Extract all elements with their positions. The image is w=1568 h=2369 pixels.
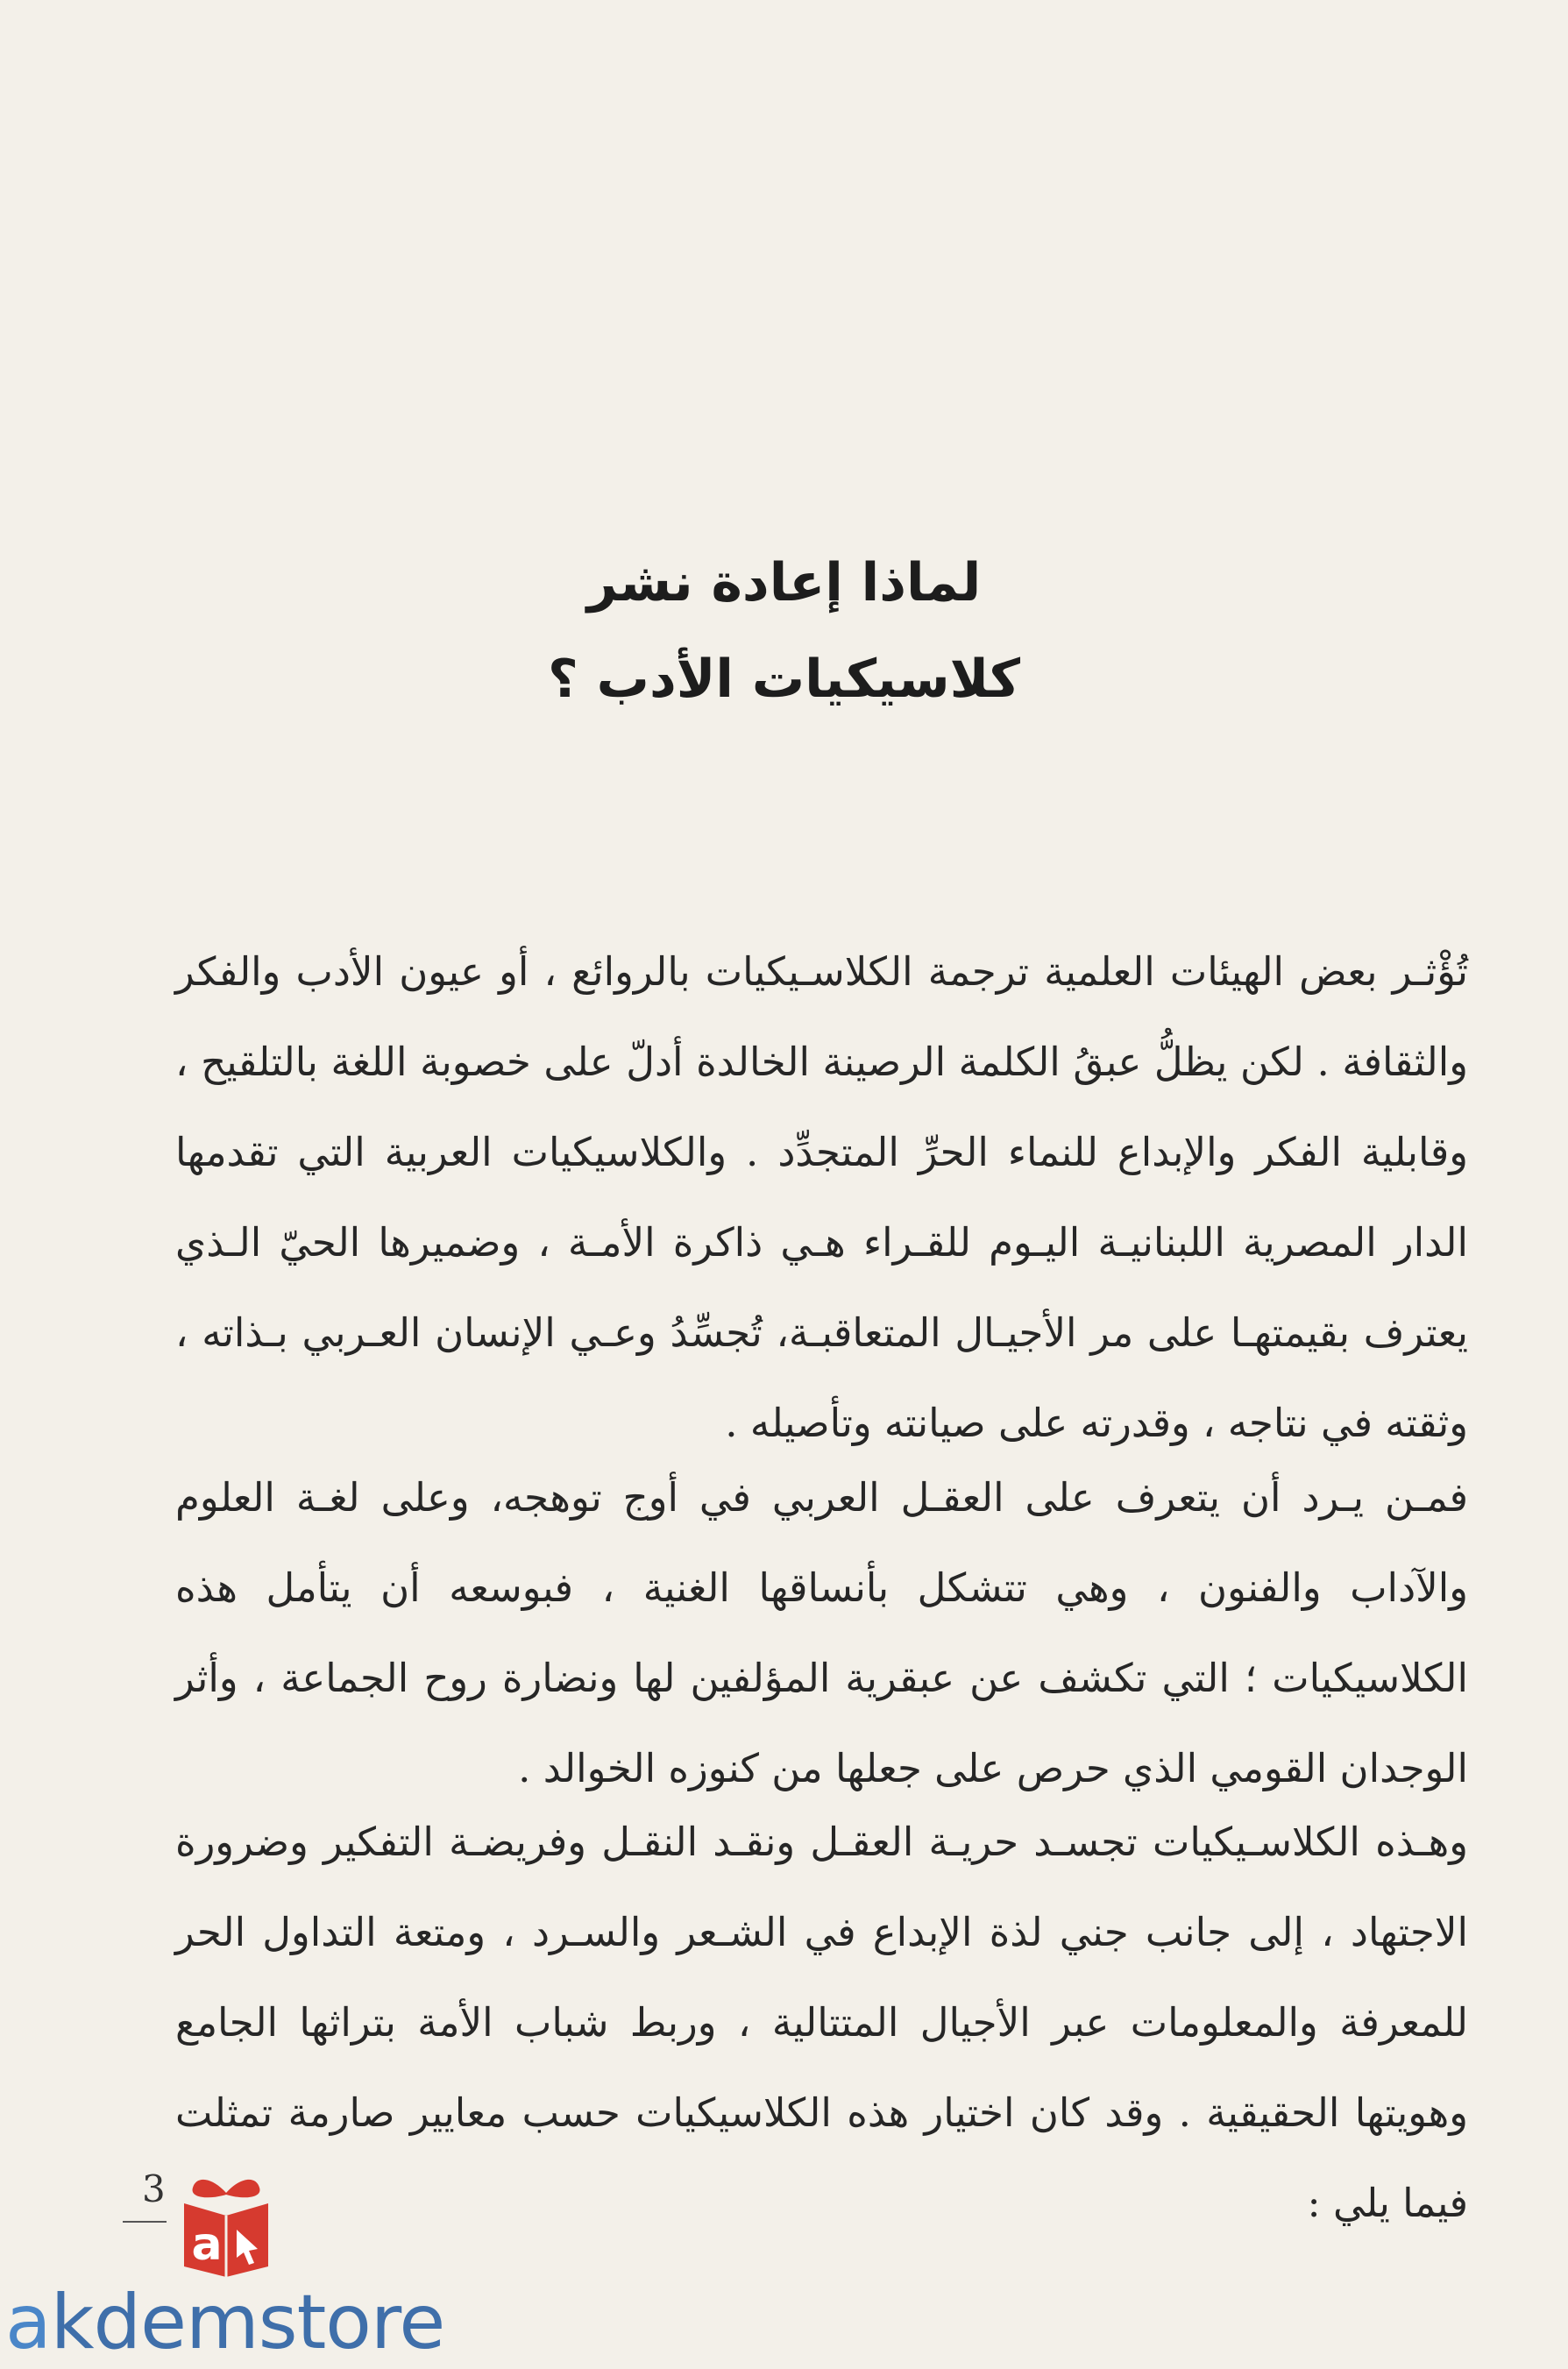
chapter-title-line-2: كلاسيكيات الأدب ؟: [547, 649, 1021, 710]
brand-wordmark: [5, 2279, 444, 2366]
paragraph-3-text: وهـذه الكلاسـيكيات تجسـد حريـة العقـل ونقـد النقـل وفريضـة التفكير وضرورة الاجتهاد ، إلى جانب جني لذة الإبداع في الشـعر والسـرد ، ومتعة التداول الحر للمعرفة والمعلومات عبر الأجيال المتتالية ، وربط شباب الأمة بتراثها الجامع وهويتها الحقيقية . وقد كان اختيار هذه الكلاسيكيات حسب معايير صارمة تمثلت فيما يلي :: [175, 1819, 1468, 2226]
open-book-cart-icon: [174, 2168, 279, 2282]
paragraph-1-text: تُؤْثـر بعض الهيئات العلمية ترجمة الكلاسـيكيات بالروائع ، أو عيون الأدب والفكر والثقافة . لكن يظلُّ عبقُ الكلمة الرصينة الخالدة أدلّ على خصوبة اللغة بالتلقيح ، وقابلية الفكر والإبداع للنماء الحرِّ المتجدِّد . والكلاسيكيات العربية التي تقدمها الدار المصرية اللبنانيـة اليـوم للقـراء هـي ذاكرة الأمـة ، وضميرها الحيّ الـذي يعترف بقيمتهـا على مر الأجيـال المتعاقبـة، تُجسِّدُ وعـي الإنسان العـربي بـذاته ، وثقته في نتاجه ، وقدرته على صيانته وتأصيله .: [175, 948, 1468, 1446]
logo-icon-letter: a: [191, 2218, 223, 2271]
paragraph-2: [175, 1452, 1468, 1813]
page-number-rule: [123, 2221, 167, 2223]
chapter-title: [0, 535, 1568, 727]
brand-wordmark-a: a: [5, 2279, 51, 2366]
paragraph-2-text: فمـن يـرد أن يتعرف على العقـل العربي في أوج توهجه، وعلى لغـة العلوم والآداب والفنون ، وهي تتشكل بأنساقها الغنية ، فبوسعه أن يتأمل هذه الكلاسيكيات ؛ التي تكشف عن عبقرية المؤلفين لها ونضارة روح الجماعة ، وأثر الوجدان القومي الذي حرص على جعلها من كنوزه الخوالد .: [175, 1474, 1468, 1791]
page-number: 3: [142, 2167, 166, 2210]
chapter-title-line-1: لماذا إعادة نشر: [586, 552, 982, 614]
brand-wordmark-rest: kdemstore: [50, 2279, 445, 2366]
paragraph-1: [175, 926, 1468, 1468]
paragraph-3: [175, 1797, 1468, 2248]
